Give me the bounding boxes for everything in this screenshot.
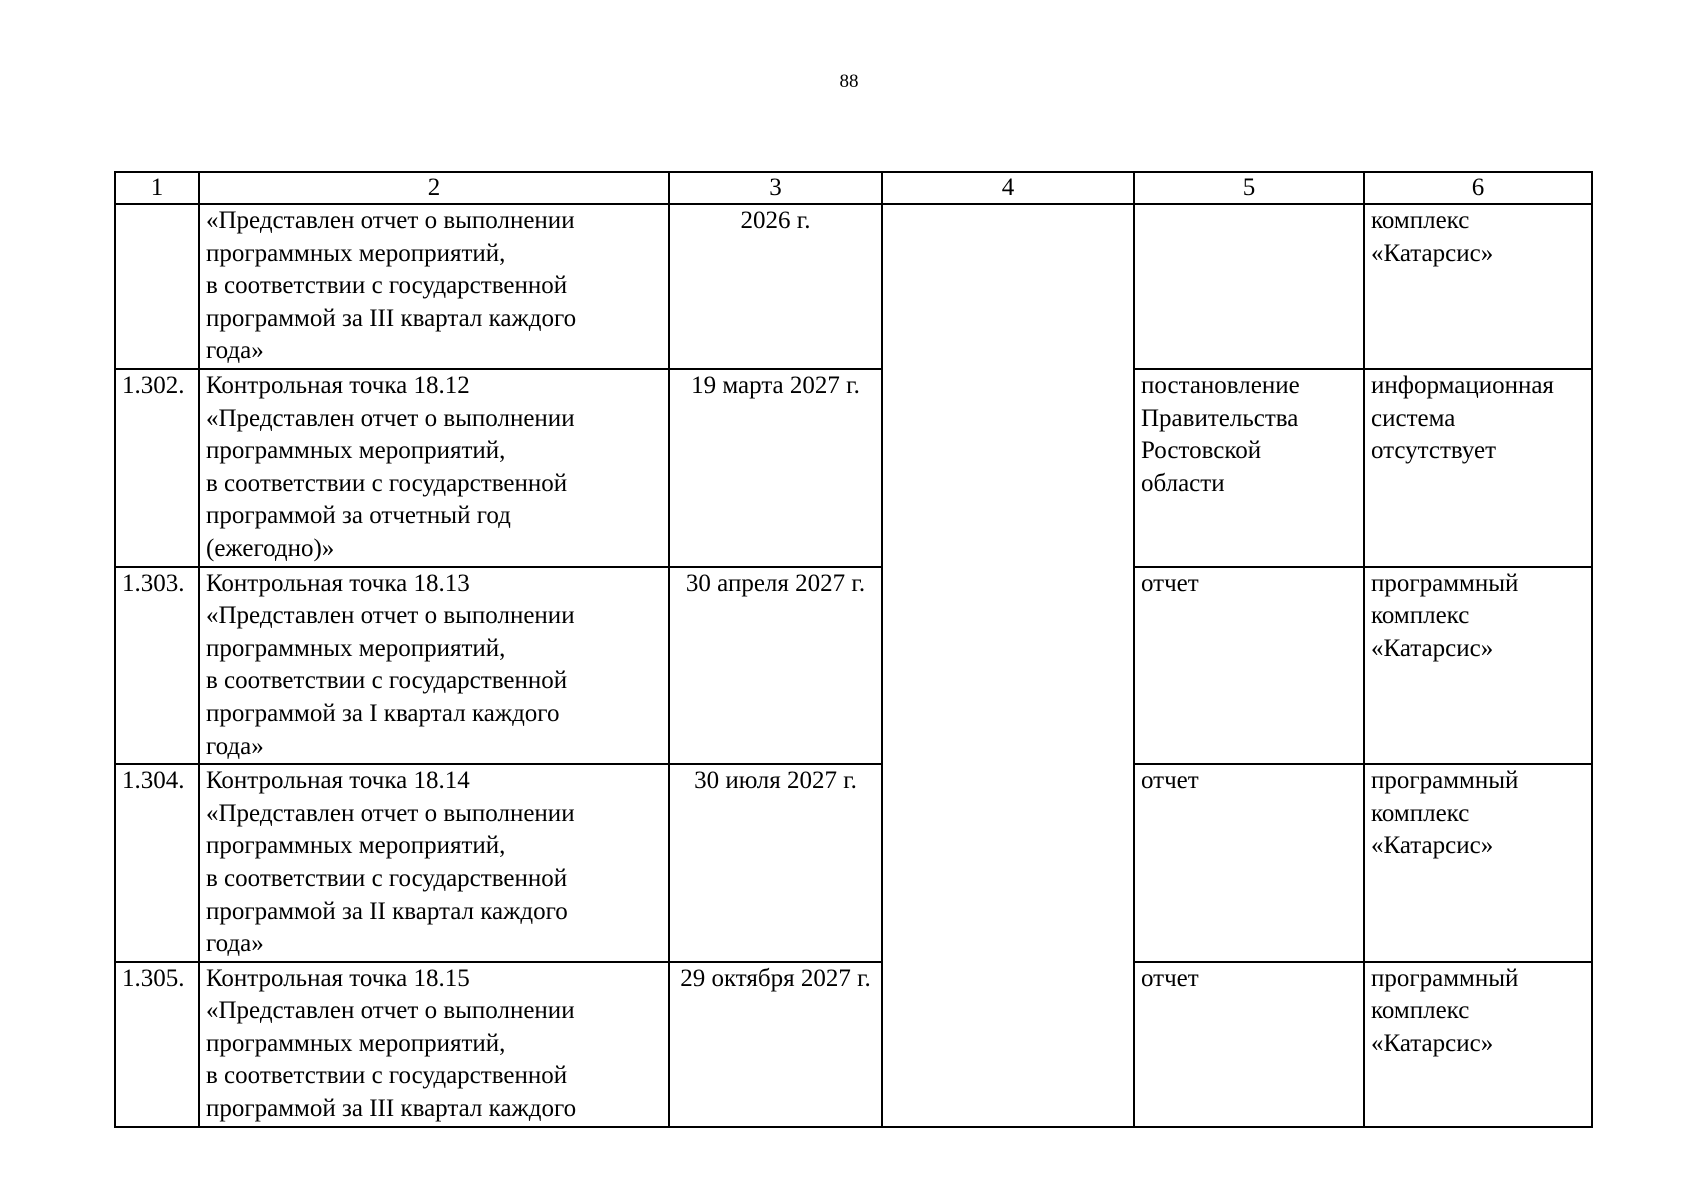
document-type-cell (1134, 567, 1364, 765)
information-system-cell (1364, 369, 1592, 567)
description-line: в соответствии с государственной (206, 272, 568, 300)
column-header-1: 1 (115, 172, 199, 204)
description-line: программных мероприятий, (206, 437, 506, 465)
document-line: отчет (1141, 569, 1199, 597)
document-line: Ростовской (1141, 437, 1262, 465)
description-line: Контрольная точка 18.14 (206, 767, 470, 795)
description-line: программных мероприятий, (206, 832, 506, 860)
system-line: отсутствует (1371, 437, 1497, 465)
system-line: программный (1371, 569, 1519, 597)
deadline-cell: 30 июля 2027 г. (669, 764, 882, 962)
information-system-cell (1364, 764, 1592, 962)
information-system-cell (1364, 962, 1592, 1127)
description-line: года» (206, 337, 264, 365)
page-number: 88 (839, 71, 859, 92)
column-header-4: 4 (882, 172, 1134, 204)
system-line: информационная (1371, 372, 1554, 399)
description-cell (199, 204, 669, 369)
control-points-table (114, 171, 1593, 1128)
description-line: в соответствии с государственной (206, 469, 568, 497)
document-line: области (1141, 469, 1225, 497)
row-number-cell: 1.304. (115, 764, 199, 962)
system-line: «Катарсис» (1371, 634, 1494, 662)
document-line: отчет (1141, 964, 1199, 992)
table-header (115, 172, 1592, 204)
table-header-row (115, 172, 1592, 204)
system-line: «Катарсис» (1371, 832, 1494, 860)
description-line: Контрольная точка 18.12 (206, 372, 470, 399)
description-line: «Представлен отчет о выполнении (206, 799, 575, 827)
system-line: «Катарсис» (1371, 1029, 1494, 1057)
system-line: комплекс (1371, 799, 1470, 827)
system-line: программный (1371, 964, 1519, 992)
row-number-cell (115, 204, 199, 369)
responsible-cell-merged (882, 204, 1134, 1127)
description-line: программных мероприятий, (206, 239, 506, 267)
row-number-cell: 1.303. (115, 567, 199, 765)
column-header-2: 2 (199, 172, 669, 204)
row-number-cell: 1.302. (115, 369, 199, 567)
description-cell (199, 764, 669, 962)
description-cell (199, 567, 669, 765)
document-type-cell (1134, 369, 1364, 567)
document-type-cell (1134, 962, 1364, 1127)
description-cell (199, 962, 669, 1127)
system-line: комплекс (1371, 207, 1470, 234)
information-system-cell (1364, 204, 1592, 369)
system-line: «Катарсис» (1371, 239, 1494, 267)
description-line: программой за III квартал каждого (206, 1095, 577, 1123)
column-header-3: 3 (669, 172, 882, 204)
table-row (115, 204, 1592, 369)
description-line: в соответствии с государственной (206, 1062, 568, 1090)
description-line: года» (206, 930, 264, 958)
description-line: Контрольная точка 18.13 (206, 569, 470, 597)
deadline-cell: 2026 г. (669, 204, 882, 369)
description-line: в соответствии с государственной (206, 667, 568, 695)
description-line: «Представлен отчет о выполнении (206, 602, 575, 630)
description-line: программой за III квартал каждого (206, 304, 577, 332)
column-header-5: 5 (1134, 172, 1364, 204)
deadline-cell: 30 апреля 2027 г. (669, 567, 882, 765)
description-line: программой за II квартал каждого (206, 897, 568, 925)
document-type-cell (1134, 204, 1364, 369)
row-number-cell: 1.305. (115, 962, 199, 1127)
description-line: программных мероприятий, (206, 634, 506, 662)
document-line: постановление (1141, 372, 1300, 399)
document-line: Правительства (1141, 404, 1299, 432)
description-line: (ежегодно)» (206, 534, 335, 562)
table-row (115, 764, 1592, 962)
document-line: отчет (1141, 767, 1199, 795)
description-line: в соответствии с государственной (206, 864, 568, 892)
description-line: Контрольная точка 18.15 (206, 964, 470, 992)
system-line: программный (1371, 767, 1519, 795)
column-header-6: 6 (1364, 172, 1592, 204)
description-line: программой за I квартал каждого (206, 699, 560, 727)
document-type-cell (1134, 764, 1364, 962)
table-body (115, 204, 1592, 1127)
table-row (115, 369, 1592, 567)
deadline-cell: 29 октября 2027 г. (669, 962, 882, 1127)
table-row (115, 962, 1592, 1127)
description-line: «Представлен отчет о выполнении (206, 997, 575, 1025)
system-line: комплекс (1371, 997, 1470, 1025)
table-row (115, 567, 1592, 765)
description-line: «Представлен отчет о выполнении (206, 207, 575, 234)
description-line: года» (206, 732, 264, 760)
information-system-cell (1364, 567, 1592, 765)
system-line: комплекс (1371, 602, 1470, 630)
system-line: система (1371, 404, 1456, 432)
description-line: «Представлен отчет о выполнении (206, 404, 575, 432)
deadline-cell: 19 марта 2027 г. (669, 369, 882, 567)
description-line: программных мероприятий, (206, 1029, 506, 1057)
description-line: программой за отчетный год (206, 502, 511, 530)
description-cell (199, 369, 669, 567)
